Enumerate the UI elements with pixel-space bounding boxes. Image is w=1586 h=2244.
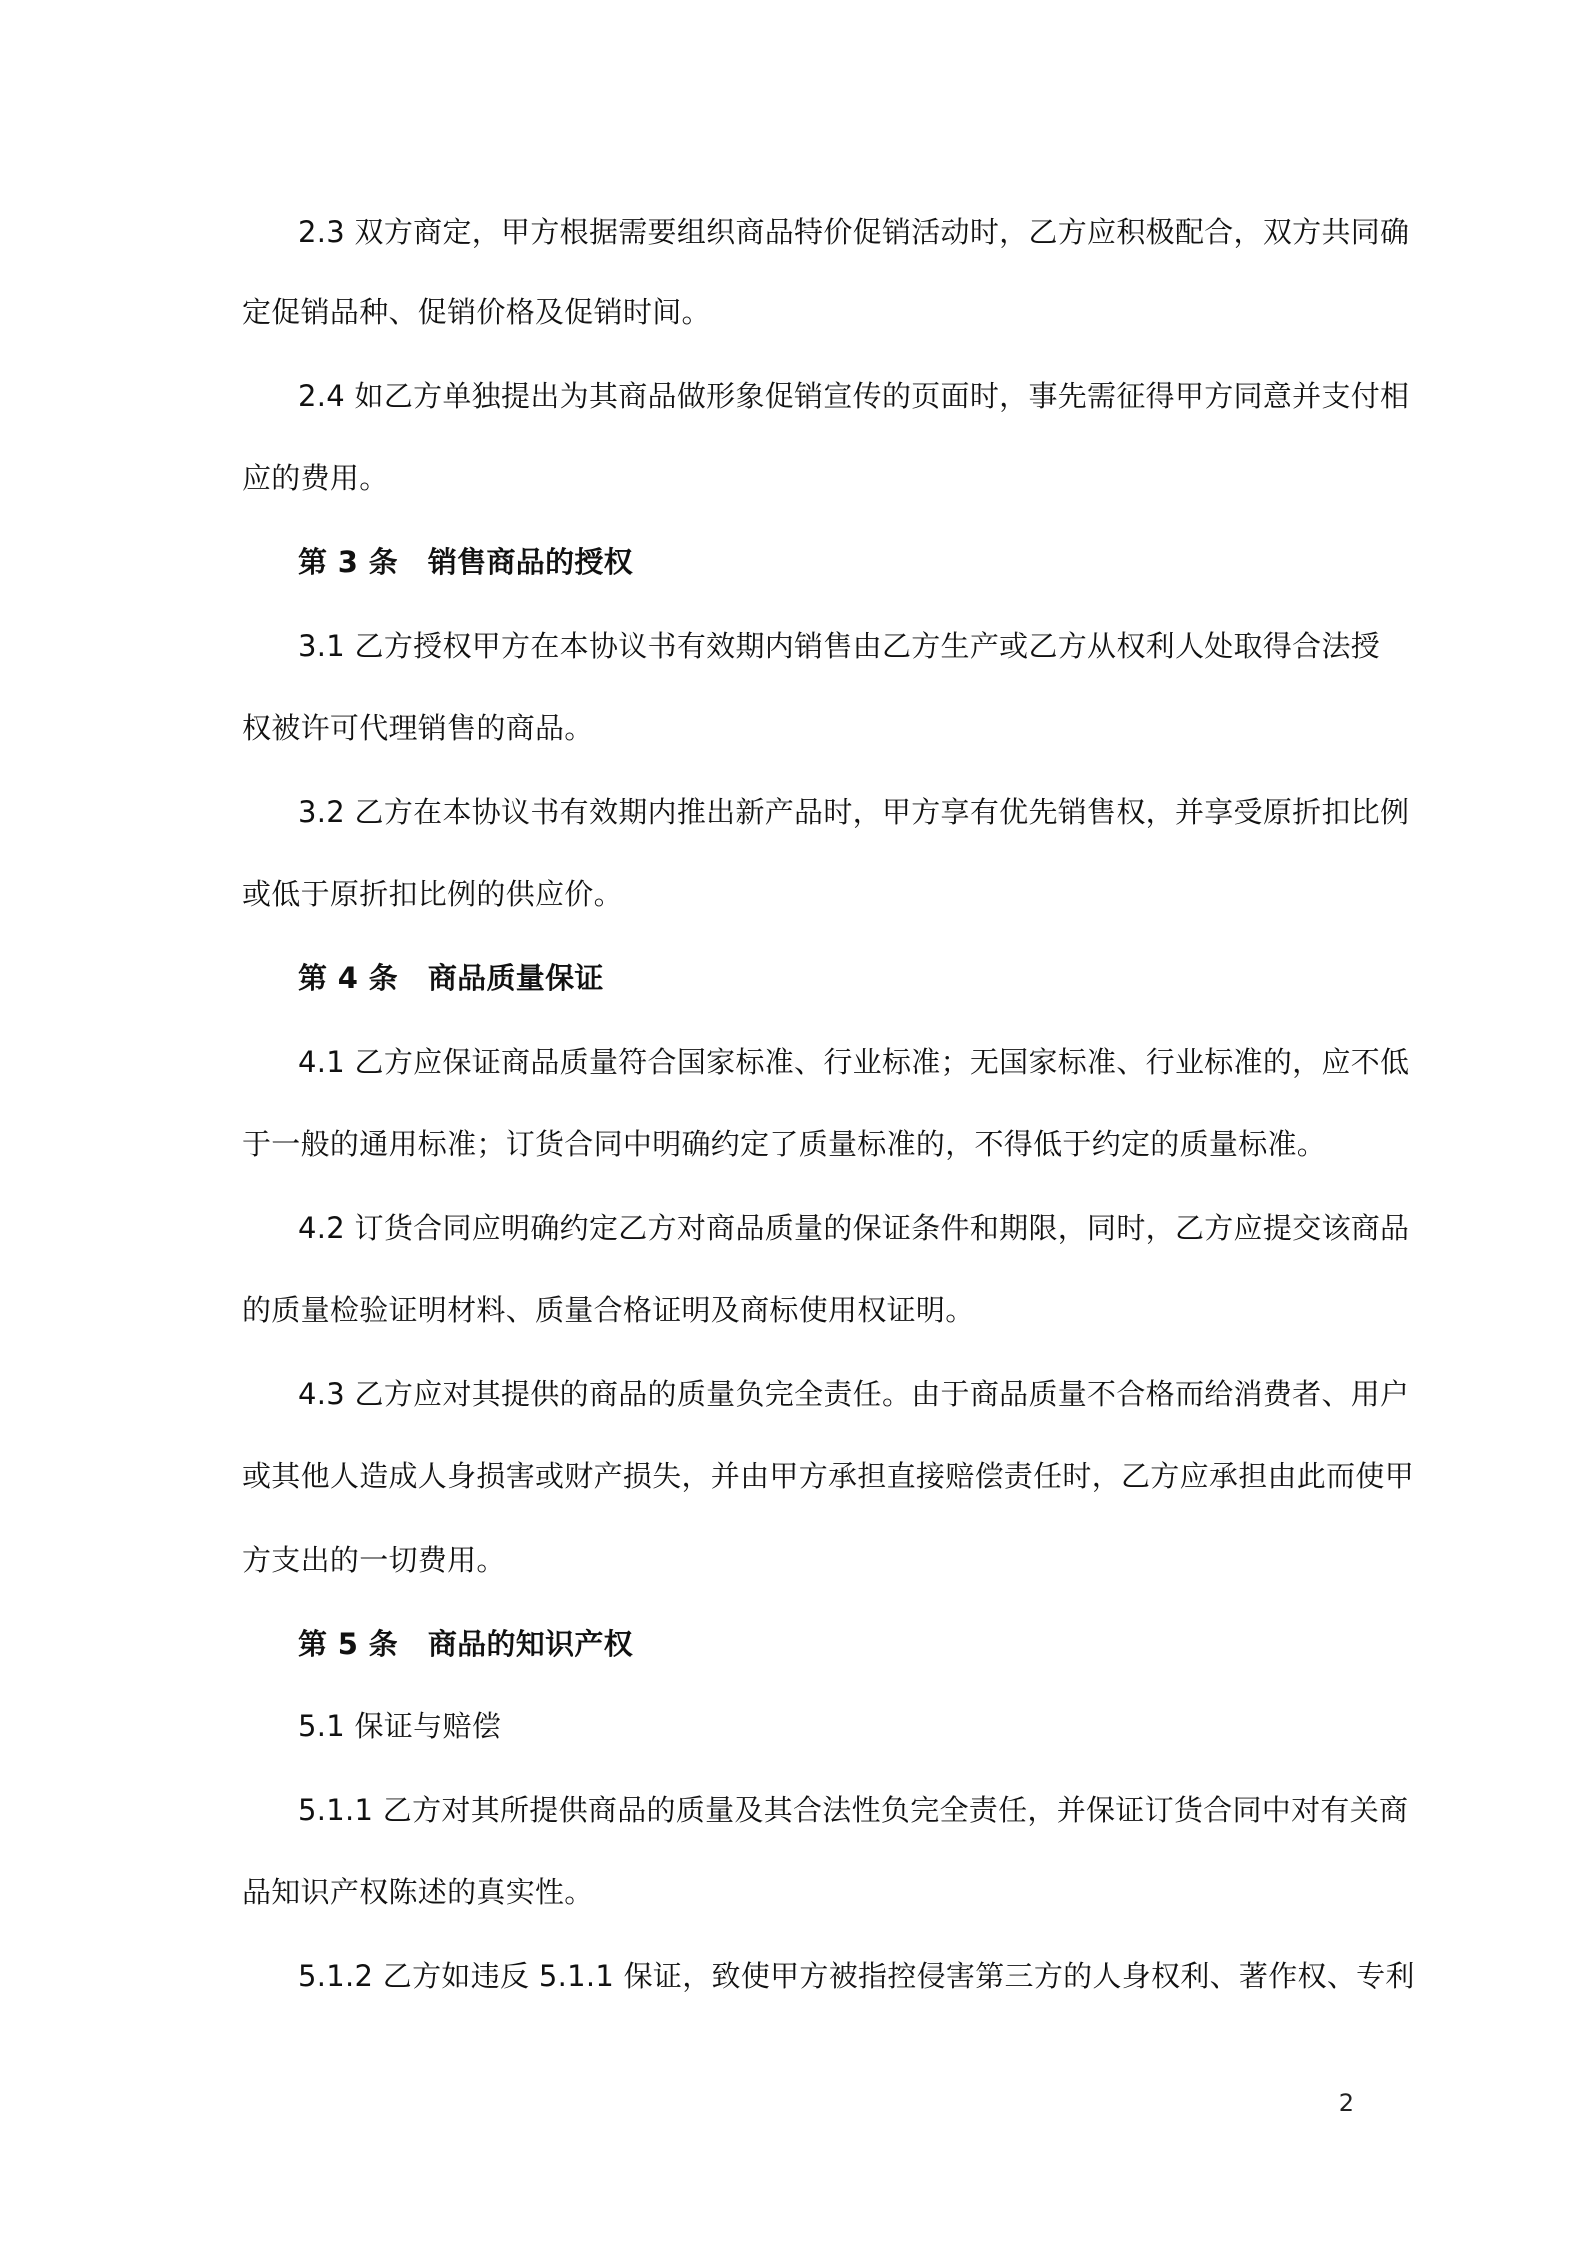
paragraph-4-3-line-3: 方支出的一切费用。 xyxy=(242,1543,506,1577)
paragraph-2-3-line-1: 2.3 双方商定，甲方根据需要组织商品特价促销活动时，乙方应积极配合，双方共同确 xyxy=(298,215,1410,249)
article-3-heading xyxy=(298,542,1352,582)
paragraph-4-2-line-2: 的质量检验证明材料、质量合格证明及商标使用权证明。 xyxy=(242,1293,975,1327)
article-3-number: 第 3 条 xyxy=(298,545,398,579)
article-5-heading xyxy=(298,1624,1352,1664)
paragraph-3-2-line-2: 或低于原折扣比例的供应价。 xyxy=(242,877,623,911)
paragraph-5-1-1-line-1: 5.1.1 乙方对其所提供商品的质量及其合法性负完全责任，并保证订货合同中对有关商 xyxy=(298,1793,1409,1827)
paragraph-3-2-line-1: 3.2 乙方在本协议书有效期内推出新产品时，甲方享有优先销售权，并享受原折扣比例 xyxy=(298,795,1410,829)
page-number: 2 xyxy=(1338,2089,1354,2117)
paragraph-4-3-line-1: 4.3 乙方应对其提供的商品的质量负完全责任。由于商品质量不合格而给消费者、用户 xyxy=(298,1377,1410,1411)
article-5-number: 第 5 条 xyxy=(298,1627,398,1661)
paragraph-3-1-line-2: 权被许可代理销售的商品。 xyxy=(242,711,594,745)
article-5-title: 商品的知识产权 xyxy=(427,1627,633,1661)
paragraph-4-3-line-2: 或其他人造成人身损害或财产损失，并由甲方承担直接赔偿责任时，乙方应承担由此而使甲 xyxy=(242,1459,1415,1493)
article-4-number: 第 4 条 xyxy=(298,961,398,995)
paragraph-4-1-line-1: 4.1 乙方应保证商品质量符合国家标准、行业标准；无国家标准、行业标准的，应不低 xyxy=(298,1045,1410,1079)
section-5-1-heading: 5.1 保证与赔偿 xyxy=(298,1709,502,1743)
paragraph-3-1-line-1: 3.1 乙方授权甲方在本协议书有效期内销售由乙方生产或乙方从权利人处取得合法授 xyxy=(298,629,1381,663)
paragraph-5-1-2-line-1: 5.1.2 乙方如违反 5.1.1 保证，致使甲方被指控侵害第三方的人身权利、著作权、专利 xyxy=(298,1959,1415,1993)
article-4-title: 商品质量保证 xyxy=(427,961,604,995)
paragraph-4-1-line-2: 于一般的通用标准；订货合同中明确约定了质量标准的，不得低于约定的质量标准。 xyxy=(242,1127,1327,1161)
paragraph-2-3-line-2: 定促销品种、促销价格及促销时间。 xyxy=(242,295,711,329)
article-4-heading xyxy=(298,958,1352,998)
paragraph-4-2-line-1: 4.2 订货合同应明确约定乙方对商品质量的保证条件和期限，同时，乙方应提交该商品 xyxy=(298,1211,1410,1245)
paragraph-2-4-line-2: 应的费用。 xyxy=(242,461,389,495)
paragraph-2-4-line-1: 2.4 如乙方单独提出为其商品做形象促销宣传的页面时，事先需征得甲方同意并支付相 xyxy=(298,379,1410,413)
article-3-title: 销售商品的授权 xyxy=(427,545,633,579)
paragraph-5-1-1-line-2: 品知识产权陈述的真实性。 xyxy=(242,1875,594,1909)
